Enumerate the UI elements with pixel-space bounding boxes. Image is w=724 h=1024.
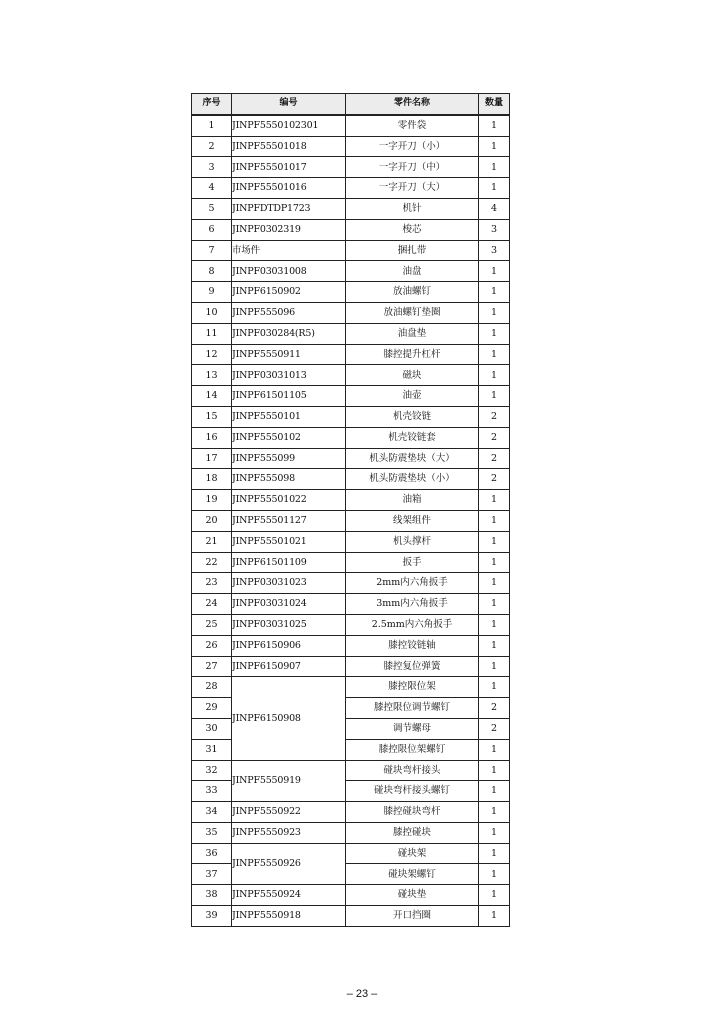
table-row (192, 510, 510, 531)
row-quantity: 1 (479, 552, 510, 573)
row-code: JINPF5550101 (232, 406, 346, 427)
row-code: JINPF55501017 (232, 157, 346, 178)
row-index: 26 (192, 635, 232, 656)
row-part-name: 一字开刀（中） (346, 157, 479, 178)
row-part-name: 膝控铰链轴 (346, 635, 479, 656)
row-quantity: 4 (479, 198, 510, 219)
row-quantity: 1 (479, 802, 510, 823)
row-quantity: 2 (479, 427, 510, 448)
row-part-name: 膝控限位架 (346, 677, 479, 698)
row-code: JINPF5550102301 (232, 115, 346, 136)
row-index: 32 (192, 760, 232, 781)
table-row (192, 469, 510, 490)
row-code: JINPF555098 (232, 469, 346, 490)
row-index: 7 (192, 240, 232, 261)
row-quantity: 1 (479, 656, 510, 677)
row-quantity: 1 (479, 843, 510, 864)
row-quantity: 2 (479, 718, 510, 739)
row-part-name: 2mm内六角扳手 (346, 573, 479, 594)
row-index: 30 (192, 718, 232, 739)
row-code: JINPF55501021 (232, 531, 346, 552)
row-index: 3 (192, 157, 232, 178)
row-part-name: 开口挡圈 (346, 906, 479, 927)
row-index: 6 (192, 219, 232, 240)
table-row (192, 157, 510, 178)
row-index: 18 (192, 469, 232, 490)
row-part-name: 梭芯 (346, 219, 479, 240)
row-quantity: 1 (479, 739, 510, 760)
row-quantity: 1 (479, 677, 510, 698)
row-quantity: 1 (479, 864, 510, 885)
row-index: 31 (192, 739, 232, 760)
row-quantity: 3 (479, 219, 510, 240)
row-code: JINPF03031024 (232, 594, 346, 615)
row-quantity: 1 (479, 510, 510, 531)
row-quantity: 1 (479, 885, 510, 906)
row-part-name: 机针 (346, 198, 479, 219)
row-index: 4 (192, 178, 232, 199)
row-code: JINPF55501018 (232, 136, 346, 157)
row-code: JINPF5550919 (232, 760, 346, 802)
row-index: 23 (192, 573, 232, 594)
row-quantity: 1 (479, 178, 510, 199)
page-number: – 23 – (346, 988, 378, 1000)
row-code: JINPF55501127 (232, 510, 346, 531)
row-index: 29 (192, 698, 232, 719)
row-code: JINPF5550926 (232, 843, 346, 885)
table-row (192, 885, 510, 906)
row-part-name: 一字开刀（大） (346, 178, 479, 199)
header-code: 编号 (232, 94, 346, 115)
row-code: JINPF5550911 (232, 344, 346, 365)
row-index: 27 (192, 656, 232, 677)
row-index: 5 (192, 198, 232, 219)
row-code: JINPF03031023 (232, 573, 346, 594)
row-index: 13 (192, 365, 232, 386)
parts-table-body (192, 115, 510, 927)
row-part-name: 扳手 (346, 552, 479, 573)
table-row (192, 344, 510, 365)
row-part-name: 油盘垫 (346, 323, 479, 344)
row-code: JINPF5550924 (232, 885, 346, 906)
row-part-name: 放油螺钉垫圈 (346, 302, 479, 323)
row-part-name: 机壳铰链套 (346, 427, 479, 448)
row-part-name: 膝控提升杠杆 (346, 344, 479, 365)
row-code: JINPF03031025 (232, 614, 346, 635)
table-row (192, 198, 510, 219)
row-quantity: 1 (479, 365, 510, 386)
row-quantity: 1 (479, 822, 510, 843)
row-index: 12 (192, 344, 232, 365)
row-quantity: 1 (479, 115, 510, 136)
table-row (192, 219, 510, 240)
row-quantity: 1 (479, 386, 510, 407)
table-row (192, 802, 510, 823)
row-code: JINPF03031013 (232, 365, 346, 386)
header-part-name: 零件名称 (346, 94, 479, 115)
row-part-name: 3mm内六角扳手 (346, 594, 479, 615)
row-part-name: 线架组件 (346, 510, 479, 531)
table-row (192, 677, 510, 698)
row-index: 9 (192, 282, 232, 303)
row-index: 25 (192, 614, 232, 635)
row-quantity: 1 (479, 781, 510, 802)
row-quantity: 3 (479, 240, 510, 261)
row-code: JINPF555099 (232, 448, 346, 469)
row-quantity: 1 (479, 906, 510, 927)
row-index: 20 (192, 510, 232, 531)
row-code: JINPF6150908 (232, 677, 346, 760)
row-part-name: 捆扎带 (346, 240, 479, 261)
row-part-name: 机头防震垫块（小） (346, 469, 479, 490)
table-row (192, 448, 510, 469)
table-row (192, 282, 510, 303)
row-index: 2 (192, 136, 232, 157)
row-part-name: 调节螺母 (346, 718, 479, 739)
row-code: JINPF61501105 (232, 386, 346, 407)
table-row (192, 365, 510, 386)
row-quantity: 1 (479, 157, 510, 178)
row-part-name: 碰块架 (346, 843, 479, 864)
row-code: JINPF5550102 (232, 427, 346, 448)
row-part-name: 碰块架螺钉 (346, 864, 479, 885)
row-code: JINPFDTDP1723 (232, 198, 346, 219)
row-index: 17 (192, 448, 232, 469)
table-row (192, 843, 510, 864)
row-quantity: 1 (479, 760, 510, 781)
row-code: JINPF55501016 (232, 178, 346, 199)
row-index: 8 (192, 261, 232, 282)
table-row (192, 490, 510, 511)
table-row (192, 906, 510, 927)
table-row (192, 760, 510, 781)
row-quantity: 1 (479, 302, 510, 323)
table-header-row (192, 94, 510, 115)
table-row (192, 323, 510, 344)
row-part-name: 油箱 (346, 490, 479, 511)
row-part-name: 油盘 (346, 261, 479, 282)
table-row (192, 427, 510, 448)
row-part-name: 碰块弯杆接头螺钉 (346, 781, 479, 802)
row-index: 21 (192, 531, 232, 552)
row-index: 19 (192, 490, 232, 511)
row-index: 39 (192, 906, 232, 927)
row-index: 36 (192, 843, 232, 864)
row-code: JINPF5550922 (232, 802, 346, 823)
row-index: 22 (192, 552, 232, 573)
row-index: 37 (192, 864, 232, 885)
row-quantity: 1 (479, 136, 510, 157)
row-quantity: 1 (479, 490, 510, 511)
row-part-name: 磁块 (346, 365, 479, 386)
row-part-name: 膝控限位架螺钉 (346, 739, 479, 760)
table-row (192, 302, 510, 323)
row-index: 38 (192, 885, 232, 906)
table-row (192, 656, 510, 677)
row-part-name: 膝控碰块 (346, 822, 479, 843)
row-code: JINPF6150907 (232, 656, 346, 677)
table-row (192, 552, 510, 573)
row-quantity: 1 (479, 573, 510, 594)
row-code: JINPF6150902 (232, 282, 346, 303)
row-code: JINPF55501022 (232, 490, 346, 511)
row-index: 1 (192, 115, 232, 136)
row-code: JINPF61501109 (232, 552, 346, 573)
table-row (192, 635, 510, 656)
table-row (192, 115, 510, 136)
table-row (192, 614, 510, 635)
row-code: JINPF030284(R5) (232, 323, 346, 344)
table-row (192, 594, 510, 615)
row-part-name: 零件袋 (346, 115, 479, 136)
row-code: JINPF555096 (232, 302, 346, 323)
row-quantity: 1 (479, 282, 510, 303)
row-quantity: 2 (479, 406, 510, 427)
row-index: 11 (192, 323, 232, 344)
row-index: 35 (192, 822, 232, 843)
row-part-name: 机头撑杆 (346, 531, 479, 552)
row-part-name: 膝控复位弹簧 (346, 656, 479, 677)
row-index: 24 (192, 594, 232, 615)
row-index: 34 (192, 802, 232, 823)
row-code: 市场件 (232, 240, 346, 261)
row-code: JINPF5550923 (232, 822, 346, 843)
row-part-name: 碰块弯杆接头 (346, 760, 479, 781)
row-quantity: 1 (479, 594, 510, 615)
row-quantity: 2 (479, 448, 510, 469)
row-code: JINPF0302319 (232, 219, 346, 240)
row-index: 33 (192, 781, 232, 802)
row-part-name: 放油螺钉 (346, 282, 479, 303)
row-part-name: 机壳铰链 (346, 406, 479, 427)
row-part-name: 碰块垫 (346, 885, 479, 906)
row-quantity: 1 (479, 344, 510, 365)
row-index: 15 (192, 406, 232, 427)
row-quantity: 2 (479, 469, 510, 490)
table-row (192, 240, 510, 261)
row-quantity: 2 (479, 698, 510, 719)
table-row (192, 573, 510, 594)
row-index: 28 (192, 677, 232, 698)
table-row (192, 261, 510, 282)
table-row (192, 386, 510, 407)
header-quantity: 数量 (479, 94, 510, 115)
row-part-name: 膝控限位调节螺钉 (346, 698, 479, 719)
row-code: JINPF03031008 (232, 261, 346, 282)
table-row (192, 406, 510, 427)
row-part-name: 油壶 (346, 386, 479, 407)
row-index: 16 (192, 427, 232, 448)
table-row (192, 178, 510, 199)
row-quantity: 1 (479, 614, 510, 635)
row-quantity: 1 (479, 323, 510, 344)
row-part-name: 一字开刀（小） (346, 136, 479, 157)
row-code: JINPF6150906 (232, 635, 346, 656)
row-index: 14 (192, 386, 232, 407)
row-code: JINPF5550918 (232, 906, 346, 927)
row-index: 10 (192, 302, 232, 323)
row-quantity: 1 (479, 635, 510, 656)
table-row (192, 822, 510, 843)
row-part-name: 机头防震垫块（大） (346, 448, 479, 469)
row-quantity: 1 (479, 261, 510, 282)
row-quantity: 1 (479, 531, 510, 552)
table-row (192, 136, 510, 157)
table-row (192, 531, 510, 552)
header-index: 序号 (192, 94, 232, 115)
row-part-name: 膝控碰块弯杆 (346, 802, 479, 823)
row-part-name: 2.5mm内六角扳手 (346, 614, 479, 635)
parts-table (191, 93, 510, 927)
